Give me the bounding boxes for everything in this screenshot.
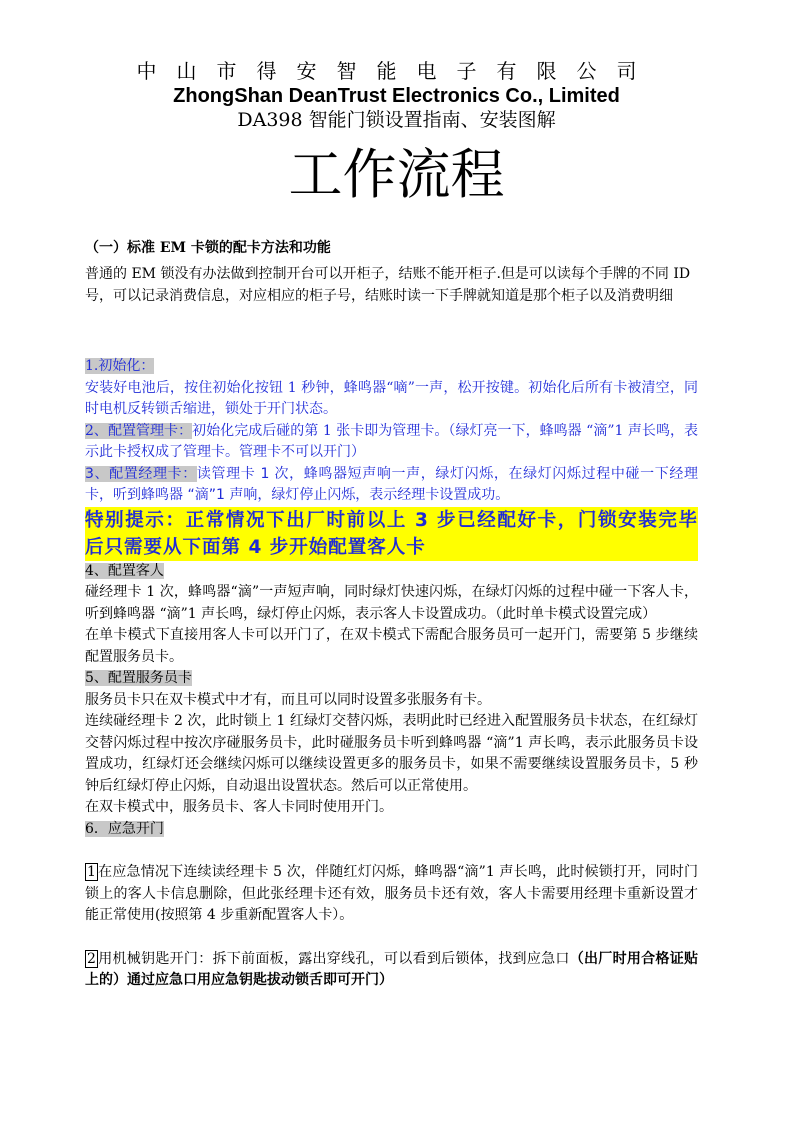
spacer bbox=[85, 840, 698, 862]
page-title: 工作流程 bbox=[288, 143, 505, 206]
section-heading: （一）标准 EM 卡锁的配卡方法和功能 bbox=[85, 240, 331, 256]
special-notice: 特别提示：正常情况下出厂时前以上 3 步已经配好卡，门锁安装完毕后只需要从下面第 4 步开始配置客人卡 bbox=[85, 507, 698, 561]
emergency-method-2-text: 用机械钥匙开门：拆下前面板，露出穿线孔，可以看到后锁体，找到应急口 bbox=[97, 950, 570, 967]
step-1-label: 1.初始化： bbox=[85, 358, 155, 374]
step-4-text-1: 碰经理卡 1 次，蜂鸣器“滴”一声短声响，同时绿灯快速闪烁，在绿灯闪烁的过程中碰一下客人卡，听到蜂鸣器 “滴”1 声长鸣，绿灯停止闪烁，表示客人卡设置成功。（此时单卡模式设置完成） bbox=[85, 584, 698, 622]
step-6-label: 6．应急开门 bbox=[85, 820, 164, 837]
step-4-text-2: 在单卡模式下直接用客人卡可以开门了，在双卡模式下需配合服务员可一起开门，需要第 5 步继续配置服务员卡。 bbox=[85, 627, 698, 665]
step-5-label: 5、配置服务员卡 bbox=[85, 670, 192, 686]
step-3-label: 3、配置经理卡： bbox=[85, 465, 197, 482]
step-5-text-2: 连续碰经理卡 2 次，此时锁上 1 红绿灯交替闪烁，表明此时已经进入配置服务员卡状态，在红绿灯交替闪烁过程中按次序碰服务员卡，此时碰服务员卡听到蜂鸣器 “滴”1 声长鸣，表示此服务员卡设置成功，红绿灯还会继续闪烁可以继续设置更多的服务员卡，如果不需要继续设置服务员卡，5 秒钟后红绿灯停止闪烁，自动退出设置状态。然后可以正常使用。 bbox=[85, 713, 698, 794]
step-2-text: 初始化完成后碰的第 1 张卡即为管理卡。（绿灯亮一下，蜂鸣器 “滴”1 声长鸣，表示此卡授权成了管理卡。管理卡不可以开门） bbox=[85, 422, 698, 460]
company-name-english: ZhongShan DeanTrust Electronics Co., Limited bbox=[173, 85, 620, 107]
step-3-text: 读管理卡 1 次，蜂鸣器短声响一声，绿灯闪烁，在绿灯闪烁过程中碰一下经理卡，听到蜂鸣器 “滴”1 声响，绿灯停止闪烁，表示经理卡设置成功。 bbox=[85, 465, 698, 503]
emergency-method-1-number: 1 bbox=[87, 864, 96, 880]
step-5-text-3: 在双卡模式中，服务员卡、客人卡同时使用开门。 bbox=[85, 799, 393, 815]
step-1-text: 安装好电池后，按住初始化按钮 1 秒钟，蜂鸣器“嘀”一声，松开按键。初始化后所有卡被清空，同时电机反转锁舌缩进，锁处于开门状态。 bbox=[85, 379, 698, 417]
emergency-method-2-bold-text: （出厂时用合格证贴上的）通过应急口用应急钥匙拔动锁舌即可开门） bbox=[85, 950, 699, 988]
step-2-label: 2、配置管理卡： bbox=[85, 422, 193, 439]
emergency-method-1 bbox=[85, 862, 698, 927]
steps-list bbox=[85, 356, 698, 992]
step-2 bbox=[85, 421, 698, 464]
document-subtitle: DA398 智能门锁设置指南、安装图解 bbox=[237, 109, 556, 131]
emergency-method-2 bbox=[85, 949, 698, 992]
step-4-label: 4、配置客人 bbox=[85, 562, 164, 579]
step-3 bbox=[85, 464, 698, 507]
step-1 bbox=[85, 356, 698, 421]
spacer bbox=[85, 927, 698, 949]
step-5-text-1: 服务员卡只在双卡模式中才有，而且可以同时设置多张服务有卡。 bbox=[85, 691, 491, 708]
step-5 bbox=[85, 668, 698, 690]
emergency-method-1-text: 在应急情况下连续读经理卡 5 次，伴随红灯闪烁，蜂鸣器“滴”1 声长鸣，此时候锁打开，同时门锁上的客人卡信息删除，但此张经理卡还有效，服务员卡还有效，客人卡需要用经理卡重新设置才能正常使用(按照第 4 步重新配置客人卡）。 bbox=[85, 864, 698, 923]
emergency-method-2-number: 2 bbox=[87, 950, 96, 967]
step-6 bbox=[85, 819, 698, 841]
company-name-chinese: 中山市得安智能电子有限公司 bbox=[136, 59, 657, 83]
step-4 bbox=[85, 561, 698, 626]
section-intro: 普通的 EM 锁没有办法做到控制开台可以开柜子，结账不能开柜子.但是可以读每个手牌的不同 ID 号，可以记录消费信息，对应相应的柜子号，结账时读一下手牌就知道是那个柜子以及消费明细 bbox=[85, 266, 691, 304]
